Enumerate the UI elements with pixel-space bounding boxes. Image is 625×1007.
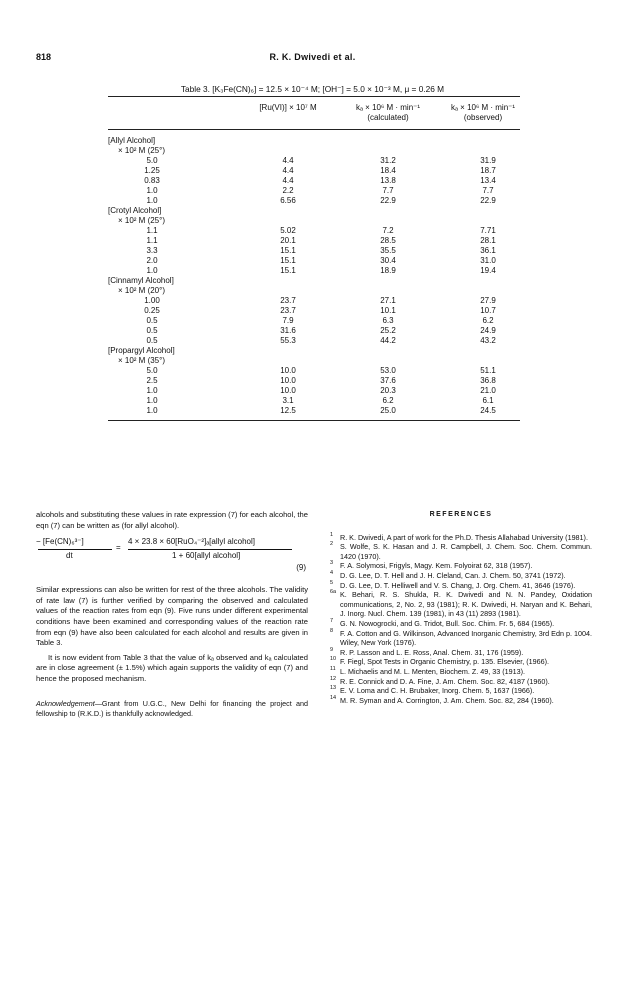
group-unit: × 10² M (35°) (118, 356, 165, 365)
reference-text: K. Behari, R. S. Shukla, R. K. Dwivedi and N. N. Pandey, Oxidation communications, 2, No. 2, 93 (1981); R. K. Dwivedi, H. Naryan and K. Behari, J. Inorg. Nucl. Chem. 139 (1981), in 43 (11) 2893 (1981). (340, 590, 592, 619)
reference-item (330, 533, 592, 543)
table-cell: 37.6 (380, 376, 396, 385)
table-cell: 10.1 (380, 306, 396, 315)
table-cell: 25.0 (380, 406, 396, 415)
table-cell: 15.1 (280, 246, 296, 255)
table-caption: Table 3. [K₃Fe(CN)₆] = 12.5 × 10⁻⁴ M; [OH⁻] = 5.0 × 10⁻³ M, μ = 0.26 M (180, 84, 445, 94)
reference-item (330, 629, 592, 648)
table-cell: 28.1 (480, 236, 496, 245)
fraction-bar-lhs (38, 549, 112, 550)
table-cell: 31.2 (380, 156, 396, 165)
equation-lhs-numerator: − [Fe(CN)₆³⁻] (36, 537, 84, 547)
running-head: R. K. Dwivedi et al. (269, 52, 356, 62)
group-label: [Crotyl Alcohol] (108, 206, 162, 215)
table-cell: 30.4 (380, 256, 396, 265)
table-cell: 4.4 (282, 176, 294, 185)
table-cell: 6.3 (382, 316, 394, 325)
table-cell: 5.0 (146, 366, 158, 375)
table-row (108, 406, 520, 416)
table-cell: 2.5 (146, 376, 158, 385)
table-row (108, 236, 520, 246)
table-cell: 43.2 (480, 336, 496, 345)
reference-number: 9 (330, 646, 334, 653)
table-row (108, 326, 520, 336)
group-label: [Propargyl Alcohol] (108, 346, 175, 355)
table-cell: 27.1 (380, 296, 396, 305)
table-cell: 44.2 (380, 336, 396, 345)
table-cell: 7.9 (282, 316, 294, 325)
acknowledgement-label: Acknowledgement (36, 698, 95, 708)
table-cell: 18.7 (480, 166, 496, 175)
reference-text: F. Fiegl, Spot Tests in Organic Chemistry, p. 135. Elsevier, (1966). (340, 657, 550, 667)
reference-text: F. A. Solymosi, Frigyls, Magy. Kem. Folyoirat 62, 318 (1957). (340, 561, 533, 571)
table-cell: 0.83 (144, 176, 160, 185)
table-cell: 31.9 (480, 156, 496, 165)
table-cell: 36.1 (480, 246, 496, 255)
reference-item (330, 619, 592, 629)
reference-number: 14 (330, 694, 337, 701)
table-row (108, 176, 520, 186)
table-cell: 20.3 (380, 386, 396, 395)
reference-text: R. K. Dwivedi, A part of work for the Ph.D. Thesis Allahabad University (1981). (340, 532, 588, 542)
reference-item (330, 677, 592, 687)
table-cell: 5.02 (280, 226, 296, 235)
table-cell: 2.2 (282, 186, 294, 195)
acknowledgement-text: —Grant from U.G.C., New Delhi for financing the project and fellowship to (R.K.D.) is thankfully acknowledged. (36, 698, 308, 718)
table-cell: 27.9 (480, 296, 496, 305)
table-row (108, 376, 520, 386)
reference-text: R. P. Lasson and L. E. Ross, Anal. Chem. 31, 176 (1959). (340, 647, 524, 657)
table-cell: 31.0 (480, 256, 496, 265)
reference-number: 13 (330, 685, 337, 692)
reference-list (330, 533, 592, 706)
reference-item (330, 686, 592, 696)
reference-text: L. Michaelis and M. L. Menten, Biochem. Z. 49, 33 (1913). (340, 666, 525, 676)
table-row (108, 396, 520, 406)
equation-rhs-denominator: 1 + 60[allyl alcohol] (172, 551, 241, 561)
paragraph-3: It is now evident from Table 3 that the value of kₐ observed and kₐ calculated are in close agreement (± 1.5%) which again supports the validity of eqn (7) and hence the proposed mechanism. (36, 652, 308, 683)
table-cell: 7.7 (382, 186, 394, 195)
table-cell: 3.1 (282, 396, 294, 405)
table-cell: 6.1 (482, 396, 494, 405)
table-header-rule (108, 129, 520, 130)
group-unit: × 10² M (25°) (118, 146, 165, 155)
reference-text: G. N. Nowogrocki, and G. Tridot, Bull. Soc. Chim. Fr. 5, 684 (1965). (340, 618, 555, 628)
table-cell: 53.0 (380, 366, 396, 375)
reference-text: D. G. Lee, D. T. Hell and J. H. Cleland, Can. J. Chem. 50, 3741 (1972). (340, 570, 566, 580)
page-header (0, 52, 625, 66)
table-row (108, 296, 520, 306)
col-header-obs: kₐ × 10⁶ M · min⁻¹ (observed) (450, 103, 516, 122)
references-column (330, 510, 592, 705)
table-row (108, 166, 520, 176)
reference-number: 6a (330, 589, 337, 596)
table-cell: 13.4 (480, 176, 496, 185)
reference-number: 12 (330, 675, 337, 682)
table-cell: 6.2 (482, 316, 494, 325)
table-cell: 31.6 (280, 326, 296, 335)
reference-item (330, 696, 592, 706)
table-cell: 7.2 (382, 226, 394, 235)
table-cell: 7.71 (480, 226, 496, 235)
reference-number: 4 (330, 569, 334, 576)
equation-rhs-numerator: 4 × 23.8 × 60[RuO₄⁻²]ₐ[allyl alcohol] (128, 537, 255, 547)
table-cell: 7.7 (482, 186, 494, 195)
table-cell: 10.0 (280, 366, 296, 375)
table-cell: 19.4 (480, 266, 496, 275)
group-unit: × 10² M (25°) (118, 216, 165, 225)
group-unit: × 10² M (20°) (118, 286, 165, 295)
table-cell: 22.9 (480, 196, 496, 205)
reference-text: D. G. Lee, D. T. Helliwell and V. S. Chang, J. Org. Chem. 41, 3646 (1976). (340, 580, 576, 590)
table-cell: 10.0 (280, 376, 296, 385)
reference-text: M. R. Syman and A. Corrington, J. Am. Chem. Soc. 82, 284 (1960). (340, 695, 554, 705)
table-row (108, 366, 520, 376)
table-cell: 0.5 (146, 326, 158, 335)
reference-item (330, 542, 592, 561)
table-cell: 25.2 (380, 326, 396, 335)
reference-number: 10 (330, 656, 337, 663)
table-row (108, 306, 520, 316)
references-title: REFERENCES (429, 511, 493, 518)
table-cell: 1.0 (146, 196, 158, 205)
reference-text: S. Wolfe, S. K. Hasan and J. R. Campbell, J. Chem. Soc. Chem. Commun. 1420 (1970). (340, 542, 592, 561)
page-number: 818 (36, 52, 52, 62)
reference-item (330, 581, 592, 591)
table-row (108, 226, 520, 236)
reference-number: 8 (330, 627, 334, 634)
table-cell: 10.0 (280, 386, 296, 395)
left-column (36, 510, 308, 719)
table-row (108, 196, 520, 206)
equation-9 (36, 537, 308, 577)
table-cell: 2.0 (146, 256, 158, 265)
table-cell: 15.1 (280, 256, 296, 265)
table-cell: 0.5 (146, 336, 158, 345)
table-cell: 18.4 (380, 166, 396, 175)
reference-number: 2 (330, 541, 334, 548)
table-cell: 24.9 (480, 326, 496, 335)
table-cell: 4.4 (282, 156, 294, 165)
group-label: [Allyl Alcohol] (108, 136, 156, 145)
table-cell: 55.3 (280, 336, 296, 345)
table-row (108, 246, 520, 256)
table-cell: 1.1 (146, 226, 158, 235)
table-row (108, 156, 520, 166)
equation-lhs-denominator: dt (66, 551, 73, 561)
table-cell: 6.2 (382, 396, 394, 405)
table-cell: 23.7 (280, 306, 296, 315)
reference-number: 3 (330, 560, 334, 567)
table-cell: 6.56 (280, 196, 296, 205)
table-row (108, 256, 520, 266)
reference-number: 1 (330, 531, 334, 538)
reference-number: 7 (330, 617, 334, 624)
table-cell: 28.5 (380, 236, 396, 245)
fraction-bar-rhs (128, 549, 292, 550)
table-row (108, 336, 520, 346)
table-row (108, 316, 520, 326)
table-cell: 21.0 (480, 386, 496, 395)
table-cell: 4.4 (282, 166, 294, 175)
table-cell: 5.0 (146, 156, 158, 165)
equals-sign: = (116, 543, 121, 553)
table-cell: 12.5 (280, 406, 296, 415)
reference-text: R. E. Connick and D. A. Fine, J. Am. Chem. Soc. 82, 4187 (1960). (340, 676, 550, 686)
paragraph-1: alcohols and substituting these values in rate expression (7) for each alcohol, the eqn (7) can be written as (for allyl alcohol). (36, 510, 308, 530)
reference-text: E. V. Loma and C. H. Brubaker, Inorg. Chem. 5, 1637 (1966). (340, 686, 535, 696)
table-row (108, 386, 520, 396)
reference-item (330, 648, 592, 658)
table-cell: 20.1 (280, 236, 296, 245)
table-cell: 1.0 (146, 396, 158, 405)
table-cell: 35.5 (380, 246, 396, 255)
table-row (108, 266, 520, 276)
table-cell: 1.0 (146, 186, 158, 195)
paragraph-2: Similar expressions can also be written for rest of the three alcohols. The validity of rate law (7) is further verified by comparing the observed and calculated values of the reaction rates from eqn (9). Five runs under different experimental conditions have been examined and corresponding values of the reaction rate from eqn (9) have also been calculated for each alcohol and results are given in Table 3. (36, 585, 308, 648)
table-bottom-rule (108, 420, 520, 421)
acknowledgement (36, 699, 308, 719)
table-top-rule (108, 96, 520, 97)
table-cell: 3.3 (146, 246, 158, 255)
reference-number: 11 (330, 665, 336, 672)
reference-text: F. A. Cotton and G. Wilkinson, Advanced Inorganic Chemistry, 3rd Edn p. 1004. Wiley, New York (1976). (340, 628, 592, 648)
table-cell: 1.0 (146, 266, 158, 275)
reference-item (330, 571, 592, 581)
table-cell: 36.8 (480, 376, 496, 385)
table-cell: 10.7 (480, 306, 496, 315)
table-cell: 23.7 (280, 296, 296, 305)
table-cell: 22.9 (380, 196, 396, 205)
reference-item (330, 667, 592, 677)
table-cell: 0.5 (146, 316, 158, 325)
reference-item (330, 657, 592, 667)
equation-number: (9) (296, 563, 306, 573)
col-header-ru: [Ru(VI)] × 10⁷ M (259, 103, 317, 112)
col-header-calc: kₐ × 10⁶ M · min⁻¹ (calculated) (355, 103, 421, 122)
table-cell: 1.25 (144, 166, 160, 175)
table-cell: 0.25 (144, 306, 160, 315)
table-cell: 15.1 (280, 266, 296, 275)
group-label: [Cinnamyl Alcohol] (108, 276, 174, 285)
table-cell: 1.00 (144, 296, 160, 305)
table-cell: 18.9 (380, 266, 396, 275)
table-cell: 24.5 (480, 406, 496, 415)
table-cell: 1.0 (146, 386, 158, 395)
table-cell: 1.1 (146, 236, 158, 245)
table-cell: 1.0 (146, 406, 158, 415)
reference-item (330, 590, 592, 619)
table-row (108, 186, 520, 196)
reference-item (330, 561, 592, 571)
table-cell: 13.8 (380, 176, 396, 185)
table-cell: 51.1 (480, 366, 496, 375)
reference-number: 5 (330, 579, 334, 586)
